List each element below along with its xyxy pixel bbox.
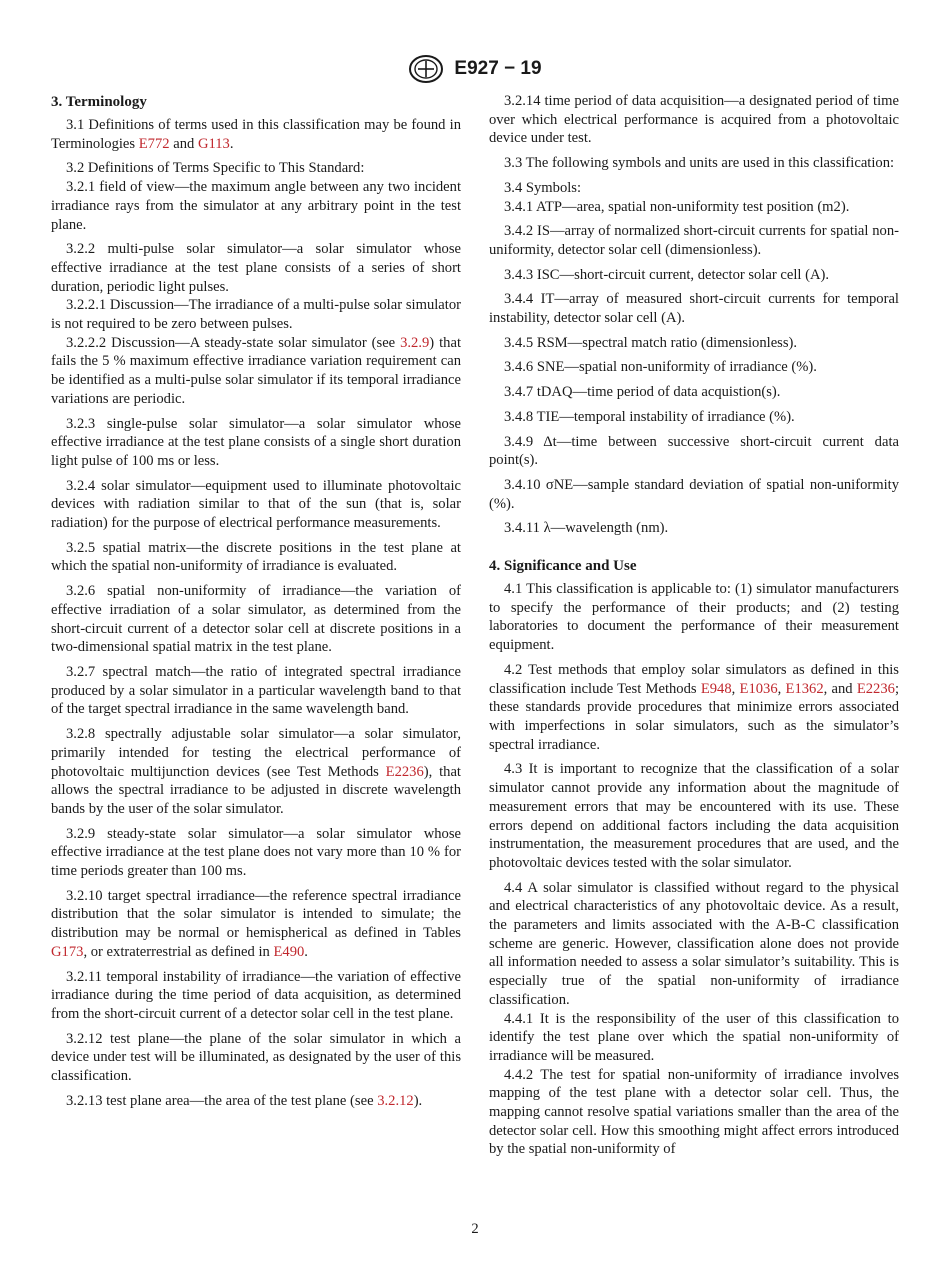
para-4-1: 4.1 This classification is applicable to: (1) simulator manufacturers to specify the performance of their products; and (2) testing laboratories to document the performance of their measurement equipment. — [489, 581, 899, 654]
para-3-4-2: 3.4.2 IS—array of normalized short-circuit currents for spatial non-uniformity, detector solar cell (dimensionless). — [489, 223, 899, 258]
right-column — [489, 92, 899, 1159]
para-3-2-8: 3.2.8 spectrally adjustable solar simulator—a solar simulator, primarily intended for testing the electrical performance of photovoltaic multijunction devices (see Test Methods E2236), that allows the spectral irradiance to be adjusted in discrete wavelength bands by the user of the solar simulator. — [51, 726, 461, 817]
link-e490[interactable]: E490 — [273, 943, 305, 960]
para-3-2-12: 3.2.12 test plane—the plane of the solar simulator in which a device under test will be illuminated, as designated by the user of this classification. — [51, 1030, 461, 1085]
link-e1036[interactable]: E1036 — [739, 680, 778, 697]
para-3-3: 3.3 The following symbols and units are used in this classification: — [504, 155, 895, 172]
para-3-2: 3.2 Definitions of Terms Specific to This Standard: — [66, 160, 365, 177]
link-e2236[interactable]: E2236 — [385, 763, 424, 780]
link-3-2-12[interactable]: 3.2.12 — [377, 1092, 414, 1109]
link-e1362[interactable]: E1362 — [785, 680, 824, 697]
link-3-2-9[interactable]: 3.2.9 — [400, 334, 430, 351]
para-3-2-7: 3.2.7 spectral match—the ratio of integrated spectral irradiance produced by a solar simulator in a particular wavelength band to that of the target spectral irradiance in the same wavelength band. — [51, 663, 461, 718]
para-3-4-6: 3.4.6 SNE—spatial non-uniformity of irradiance (%). — [504, 359, 817, 376]
left-column — [51, 92, 461, 1110]
para-3-4-11: 3.4.11 λ—wavelength (nm). — [504, 520, 669, 537]
para-3-2-11: 3.2.11 temporal instability of irradiance—the variation of effective irradiance during the time period of data acquisition, as determined from the short-circuit current of a detector solar cell in the test plane. — [51, 968, 461, 1022]
section-3-title: 3. Terminology — [51, 94, 147, 110]
para-3-4-10: 3.4.10 σNE—sample standard deviation of spatial non-uniformity (%). — [489, 476, 899, 512]
para-3-2-4: 3.2.4 solar simulator—equipment used to illuminate photovoltaic devices with radiation similar to that of the sun (that is, solar radiation) for the purpose of electrical performance measurements. — [51, 477, 461, 532]
para-3-2-10: 3.2.10 target spectral irradiance—the reference spectral irradiance distribution that the solar simulator is intended to simulate; the distribution may be normal or hemispherical as defined in Tables G173, or extraterrestrial as defined in E490. — [51, 887, 461, 960]
para-3-2-1: 3.2.1 field of view—the maximum angle between any two incident irradiance rays from the simulator at any arbitrary point in the test plane. — [51, 179, 461, 233]
section-4-title: 4. Significance and Use — [489, 558, 637, 575]
para-3-4-4: 3.4.4 IT—array of measured short-circuit currents for temporal instability, detector solar cell (A). — [489, 291, 899, 327]
para-3-1: 3.1 Definitions of terms used in this classification may be found in Terminologies E772 and G113. — [51, 117, 461, 152]
para-3-2-3: 3.2.3 single-pulse solar simulator—a solar simulator whose effective irradiance at the test plane consists of a single short duration light pulse of 100 ms or less. — [51, 415, 461, 469]
para-3-2-2-2: 3.2.2.2 Discussion—A steady-state solar simulator (see 3.2.9) that fails the 5 % maximum effective irradiance variation requirement can be identified as a multi-pulse solar simulator if its temporal irradiance variations are periodic. — [51, 334, 461, 407]
para-3-2-5: 3.2.5 spatial matrix—the discrete positions in the test plane at which the spatial non-uniformity of irradiance is evaluated. — [51, 539, 461, 575]
para-4-4-1: 4.4.1 It is the responsibility of the user of this classification to identify the test plane over which the spatial non-uniformity of irradiance will be measured. — [489, 1010, 899, 1064]
astm-logo-icon — [408, 54, 444, 84]
para-3-2-9: 3.2.9 steady-state solar simulator—a solar simulator whose effective irradiance at the test plane does not vary more than 10 % for time periods greater than 100 ms. — [51, 825, 461, 880]
link-e2236-b[interactable]: E2236 — [856, 680, 895, 697]
link-g113[interactable]: G113 — [197, 135, 230, 152]
para-4-4: 4.4 A solar simulator is classified without regard to the physical and electrical characteristics of any photovoltaic device. As a result, the parameters and limits associated with the A-B-C classification scheme are generic. However, classification alone does not provide all information needed to assess a solar simulator’s suitability. This is especially true of the spatial non-uniformity of irradiance classification. — [489, 879, 899, 1008]
link-e948[interactable]: E948 — [700, 680, 732, 697]
para-3-4-8: 3.4.8 TIE—temporal instability of irradiance (%). — [504, 408, 795, 425]
para-3-4-1: 3.4.1 ATP—area, spatial non-uniformity test position (m2). — [504, 198, 850, 215]
para-3-2-2-1: 3.2.2.1 Discussion—The irradiance of a multi-pulse solar simulator is not required to be zero between pulses. — [51, 297, 461, 333]
para-3-2-2: 3.2.2 multi-pulse solar simulator—a solar simulator whose effective irradiance at the test plane consists of a series of short duration, periodic light pulses. — [51, 241, 461, 295]
para-3-4-3: 3.4.3 ISC—short-circuit current, detector solar cell (A). — [504, 266, 830, 283]
para-3-2-13: 3.2.13 test plane area—the area of the test plane (see 3.2.12). — [66, 1092, 423, 1109]
standard-designation: E927 − 19 — [454, 58, 542, 79]
para-3-2-6: 3.2.6 spatial non-uniformity of irradiance—the variation of effective irradiation of a solar simulator, as determined from the short-circuit current of a detector solar cell at discrete positions in a two-dimensional spatial matrix in the test plane. — [51, 583, 461, 656]
link-g173[interactable]: G173 — [51, 943, 84, 960]
page-number: 2 — [471, 1221, 479, 1237]
para-4-4-2: 4.4.2 The test for spatial non-uniformity of irradiance involves mapping of the test plane with a detector solar cell. Thus, the mapping cannot resolve spatial variations smaller than the area of the detector solar cell. How this smoothing might affect errors introduced by the spatial non-uniformity of — [489, 1066, 899, 1158]
link-e772[interactable]: E772 — [138, 135, 170, 152]
para-4-3: 4.3 It is important to recognize that the classification of a solar simulator cannot provide any information about the magnitude of measurement errors that may be encountered with its use. These errors depend on additional factors including the data acquisition instrumentation, the measurement procedures that are used, and the photovoltaic devices tested with the solar simulator. — [489, 761, 899, 871]
para-3-2-14: 3.2.14 time period of data acquisition—a designated period of time over which electrical performance is acquired from a photovoltaic device under test. — [489, 93, 899, 147]
para-4-2: 4.2 Test methods that employ solar simulators as defined in this classification include Test Methods E948, E1036, E1362, and E2236; these standards provide procedures that minimize errors associated with imperfections in solar simulators, such as the simulator’s spectral irradiance. — [489, 661, 900, 753]
page-header — [0, 54, 950, 84]
para-3-4-9: 3.4.9 Δt—time between successive short-circuit current data point(s). — [489, 433, 899, 469]
para-3-4: 3.4 Symbols: — [504, 179, 582, 196]
para-3-4-7: 3.4.7 tDAQ—time period of data acquistion(s). — [504, 384, 781, 401]
para-3-4-5: 3.4.5 RSM—spectral match ratio (dimensionless). — [504, 334, 798, 351]
